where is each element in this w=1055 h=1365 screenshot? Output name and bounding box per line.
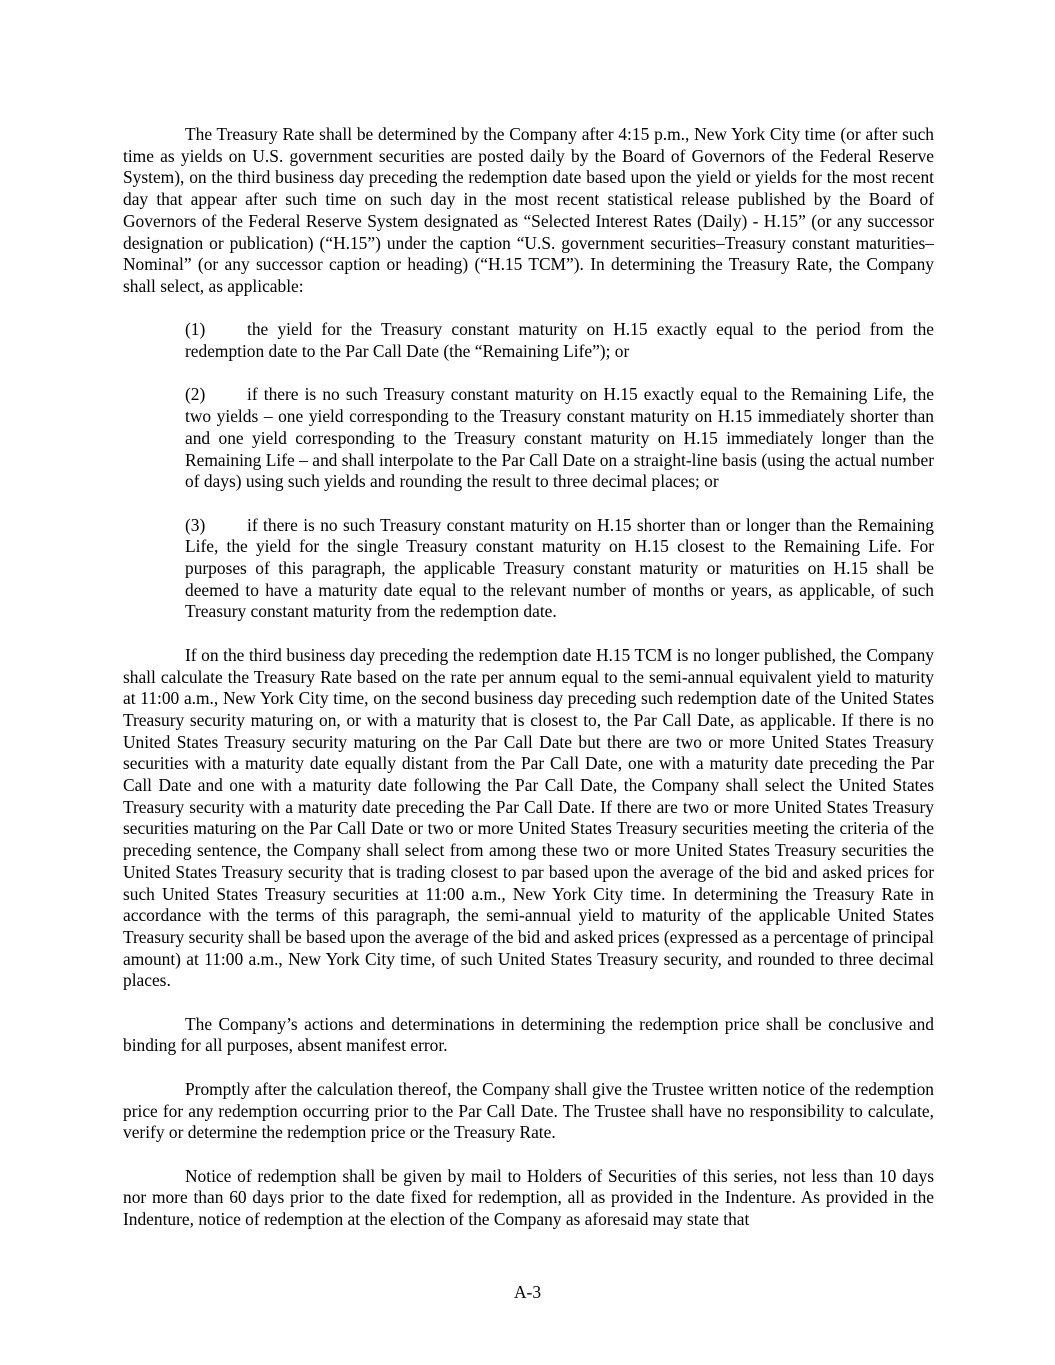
list-item-2 <box>185 384 934 493</box>
list-item-number: (3) <box>185 514 206 535</box>
h15-unpublished-paragraph: If on the third business day preceding the redemption date H.15 TCM is no longer published, the Company shall calculate the Treasury Rate based on the rate per annum equal to the semi-annual equivalent yield to maturity at 11:00 a.m., New York City time, on the second business day preceding such redemption date of the United States Treasury security maturing on, or with a maturity that is closest to, the Par Call Date, as applicable. If there is no United States Treasury security maturing on the Par Call Date but there are two or more United States Treasury securities with a maturity date equally distant from the Par Call Date, one with a maturity date preceding the Par Call Date and one with a maturity date following the Par Call Date, the Company shall select the United States Treasury security with a maturity date preceding the Par Call Date. If there are two or more United States Treasury securities maturing on the Par Call Date or two or more United States Treasury securities meeting the criteria of the preceding sentence, the Company shall select from among these two or more United States Treasury securities the United States Treasury security that is trading closest to par based upon the average of the bid and asked prices for such United States Treasury securities at 11:00 a.m., New York City time. In determining the Treasury Rate in accordance with the terms of this paragraph, the semi-annual yield to maturity of the applicable United States Treasury security shall be based upon the average of the bid and asked prices (expressed as a percentage of principal amount) at 11:00 a.m., New York City time, of such United States Treasury security, and rounded to three decimal places. <box>123 644 934 991</box>
list-item-3 <box>185 515 934 624</box>
list-item-text: if there is no such Treasury constant maturity on H.15 shorter than or longer than the Remaining Life, the yield for the single Treasury constant maturity on H.15 closest to the Remaining Life. For purposes of this paragraph, the applicable Treasury constant maturity or maturities on H.15 shall be deemed to have a maturity date equal to the relevant number of months or years, as applicable, of such Treasury constant maturity from the redemption date. <box>185 514 934 622</box>
list-item-number: (2) <box>185 384 206 405</box>
page-number: A-3 <box>513 1282 542 1302</box>
determinations-paragraph: The Company’s actions and determinations in determining the redemption price shall be conclusive and binding for all purposes, absent manifest error. <box>123 1013 934 1056</box>
trustee-notice-paragraph: Promptly after the calculation thereof, the Company shall give the Trustee written notice of the redemption price for any redemption occurring prior to the Par Call Date. The Trustee shall have no responsibility to calculate, verify or determine the redemption price or the Treasury Rate. <box>123 1078 934 1143</box>
treasury-rate-paragraph: The Treasury Rate shall be determined by the Company after 4:15 p.m., New York City time (or after such time as yields on U.S. government securities are posted daily by the Board of Governors of the Federal Reserve System), on the third business day preceding the redemption date based upon the yield or yields for the most recent day that appear after such time on such day in the most recent statistical release published by the Board of Governors of the Federal Reserve System designated as “Selected Interest Rates (Daily) - H.15” (or any successor designation or publication) (“H.15”) under the caption “U.S. government securities–Treasury constant maturities–Nominal” (or any successor caption or heading) (“H.15 TCM”). In determining the Treasury Rate, the Company shall select, as applicable: <box>123 124 934 296</box>
list-item-text: if there is no such Treasury constant maturity on H.15 exactly equal to the Remaining Life, the two yields – one yield corresponding to the Treasury constant maturity on H.15 immediately shorter than and one yield corresponding to the Treasury constant maturity on H.15 immediately longer than the Remaining Life – and shall interpolate to the Par Call Date on a straight-line basis (using the actual number of days) using such yields and rounding the result to three decimal places; or <box>185 384 934 492</box>
list-item-number: (1) <box>185 319 206 340</box>
list-item-text: the yield for the Treasury constant maturity on H.15 exactly equal to the period from the redemption date to the Par Call Date (the “Remaining Life”); or <box>185 319 934 362</box>
document-body <box>123 124 934 1231</box>
redemption-notice-paragraph: Notice of redemption shall be given by mail to Holders of Securities of this series, not less than 10 days nor more than 60 days prior to the date fixed for redemption, all as provided in the Indenture. As provided in the Indenture, notice of redemption at the election of the Company as aforesaid may state that <box>123 1165 934 1230</box>
list-item-1 <box>185 319 934 362</box>
